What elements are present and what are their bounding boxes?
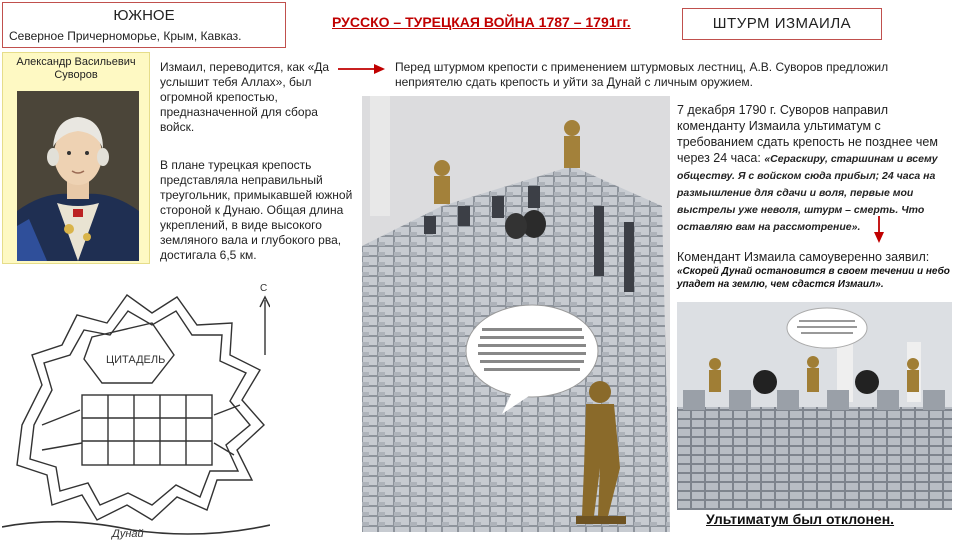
compass-north-label: С (260, 283, 268, 294)
ultimatum-quote: «Сераскиру, старшинам и всему обществу. Я с войском сюда прибыл; 24 часа на размышление для сдачи и воля, первые мои выстрелы уже неволя, штурм – смерть. Что оставляю вам на рассмотрение». (677, 153, 938, 233)
region-title: ЮЖНОЕ (113, 7, 175, 24)
portrait-caption (3, 56, 149, 82)
fortress-plan-paragraph: В плане турецкая крепость представляла неправильный треугольник, примыкавшей южной стороной к Дунаю. Общая длина укреплений, в виде высокого земляного вала и глубокого рва, достигала 6,5 км. (160, 158, 353, 262)
suvorov-portrait-image (17, 91, 139, 261)
assault-title: ШТУРМ ИЗМАИЛА (712, 15, 852, 32)
region-subtitle: Северное Причерноморье, Крым, Кавказ. (9, 29, 242, 43)
ultimatum-intro: 7 декабря 1790 г. Суворов направил коменданту Измаила ультиматум с требованием сдать крепость не позднее чем через 24 часа: (677, 103, 938, 165)
portrait-name-line2: Суворов (54, 69, 98, 81)
arrow-down-icon (872, 216, 886, 244)
portrait-card (2, 52, 150, 264)
pre-assault-paragraph: Перед штурмом крепости с применением штурмовых лестниц, А.В. Суворов предложил неприятелю сдать крепость и уйти за Дунай с личным оружием. (395, 60, 889, 89)
izmail-meaning-paragraph: Измаил, переводится, как «Да услышит тебя Аллах», был огромной крепостью, предназначенной для сбора войск. (160, 60, 330, 134)
ultimatum-paragraph (677, 102, 947, 235)
page-headline: РУССКО – ТУРЕЦКАЯ ВОЙНА 1787 – 1791гг. (332, 14, 631, 30)
citadel-label: ЦИТАДЕЛЬ (106, 354, 166, 366)
fortress-plan-drawing (2, 275, 270, 540)
portrait-name-line1: Александр Васильевич (16, 56, 136, 68)
fortress-battlement-photo (677, 302, 952, 510)
assault-title-box (682, 8, 882, 40)
ultimatum-rejected-caption: Ультиматум был отклонен. (706, 511, 895, 527)
region-box (2, 2, 286, 48)
river-label: Дунай (112, 528, 144, 540)
arrow-right-icon (338, 62, 386, 76)
commandant-paragraph: Комендант Измаила самоуверенно заявил: (677, 250, 930, 264)
commandant-quote: «Скорей Дунай остановится в своем течении и небо упадет на землю, чем сдастся Измаил». (677, 266, 950, 290)
fortress-model-photo (362, 96, 670, 532)
